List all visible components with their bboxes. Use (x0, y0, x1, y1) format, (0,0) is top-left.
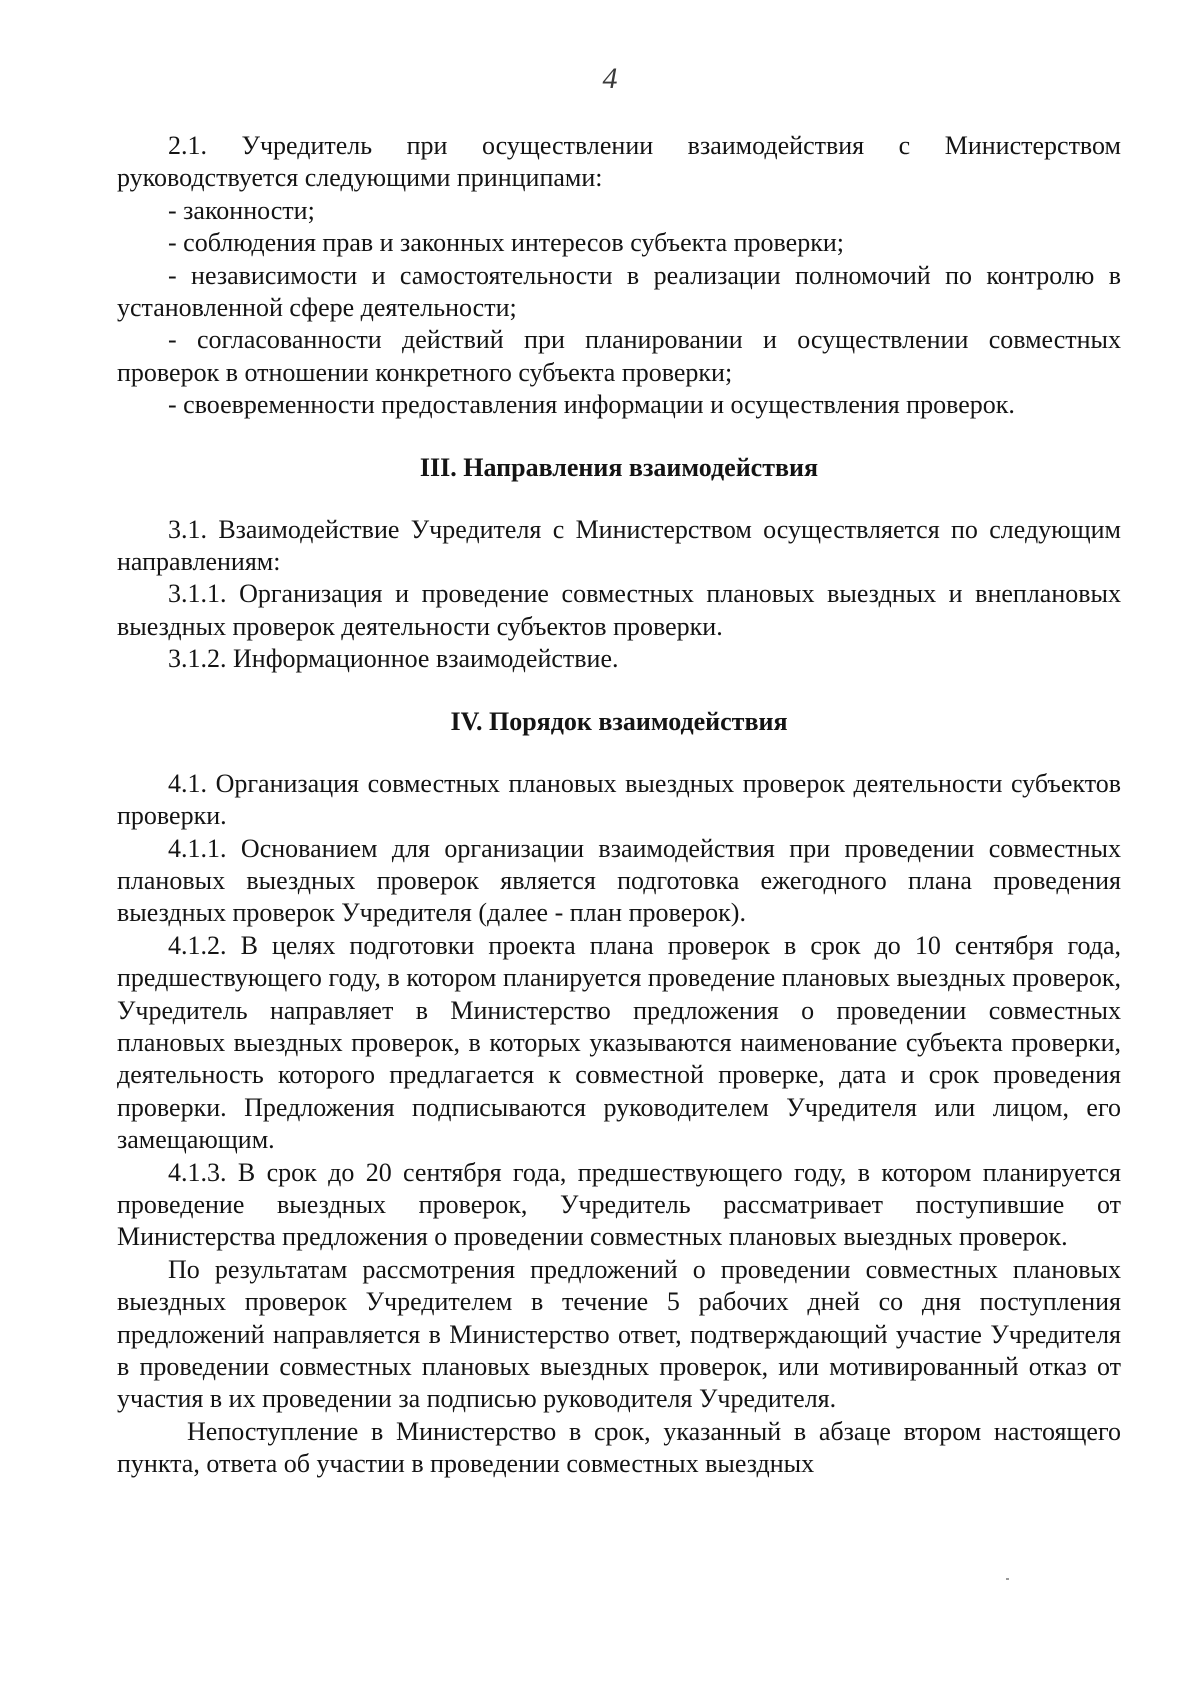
principle-item: - законности; (168, 195, 315, 225)
paragraph-3-1-2: 3.1.2. Информационное взаимодействие. (168, 644, 619, 674)
paragraph-nonreceipt: Непоступление в Министерство в срок, указанный в абзаце втором настоящего пункта, ответа об участии в проведении совместных выездных (117, 1416, 1121, 1479)
principle-item: - соблюдения прав и законных интересов субъекта проверки; (168, 228, 844, 258)
principle-item: - согласованности действий при планировании и осуществлении совместных проверок в отношении конкретного субъекта проверки; (117, 325, 1121, 387)
principle-item: - независимости и самостоятельности в реализации полномочий по контролю в установленной сфере деятельности; (117, 260, 1121, 323)
paragraph-4-1-1: 4.1.1. Основанием для организации взаимодействия при проведении совместных плановых выездных проверок является подготовка ежегодного плана проведения выездных проверок Учредителя (далее - план проверок). (117, 833, 1121, 928)
paragraph-3-1: 3.1. Взаимодействие Учредителя с Министерством осуществляется по следующим направлениям: (117, 514, 1121, 577)
section-heading-4: IV. Порядок взаимодействия (450, 706, 788, 736)
paragraph-results: По результатам рассмотрения предложений о проведении совместных плановых выездных проверок Учредителем в течение 5 рабочих дней со дня поступления предложений направляется в Министерство ответ, подтверждающий участие Учредителя в проведении совместных плановых выездных проверок, или мотивированный отказ от участия в их проведении за подписью руководителя Учредителя. (117, 1254, 1121, 1414)
paragraph-4-1: 4.1. Организация совместных плановых выездных проверок деятельности субъектов проверки. (117, 768, 1121, 831)
principle-item: - своевременности предоставления информации и осуществления проверок. (168, 390, 1015, 420)
paragraph-4-1-3: 4.1.3. В срок до 20 сентября года, предшествующего году, в котором планируется проведение выездных проверок, Учредитель рассматривает поступившие от Министерства предложения о проведении совместных плановых выездных проверок. (117, 1157, 1121, 1252)
paragraph-2-1: 2.1. Учредитель при осуществлении взаимодействия с Министерством руководствуется следующими принципами: (117, 131, 1121, 193)
paragraph-3-1-1: 3.1.1. Организация и проведение совместных плановых выездных и внеплановых выездных проверок деятельности субъектов проверки. (117, 579, 1121, 641)
section-heading-3: III. Направления взаимодействия (419, 452, 819, 482)
paragraph-4-1-2: 4.1.2. В целях подготовки проекта плана проверок в срок до 10 сентября года, предшествующего году, в котором планируется проведение плановых выездных проверок, Учредитель направляет в Министерство предложения о проведении совместных плановых выездных проверок, в которых указываются наименование субъекта проверки, деятельность которого предлагается к совместной проверке, дата и срок проведения проверки. Предложения подписываются руководителем Учредителя или лицом, его замещающим. (117, 930, 1121, 1155)
document-body (117, 130, 1121, 1481)
scan-speck (1006, 1578, 1009, 1580)
page-number: 4 (602, 62, 618, 95)
